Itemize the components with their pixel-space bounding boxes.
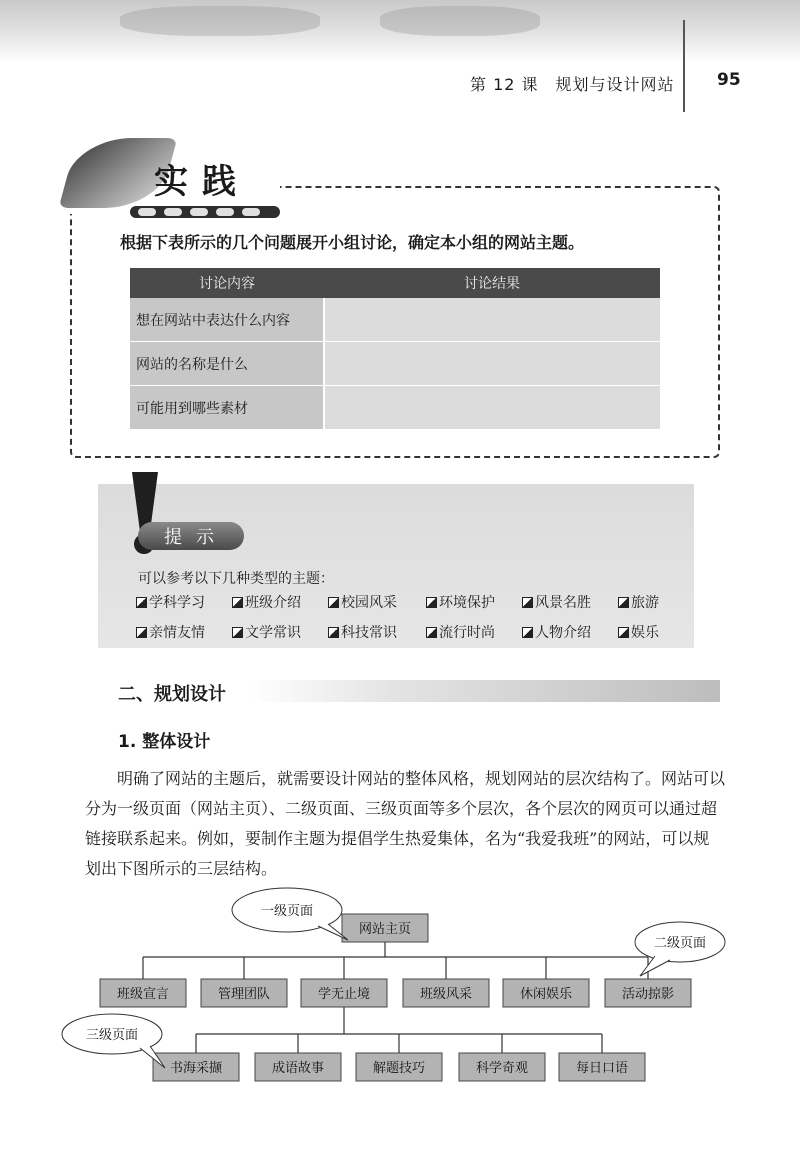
checkbox-icon bbox=[136, 627, 147, 638]
checkbox-icon bbox=[426, 597, 437, 608]
question-cell: 网站的名称是什么 bbox=[130, 342, 324, 386]
decor-streak bbox=[380, 6, 540, 36]
svg-text:书海采撷: 书海采撷 bbox=[169, 1061, 223, 1076]
result-cell bbox=[324, 386, 660, 430]
result-cell bbox=[324, 342, 660, 386]
tree-node-level2 bbox=[100, 979, 186, 1007]
svg-text:三级页面: 三级页面 bbox=[85, 1028, 139, 1043]
practice-title: 实践 bbox=[154, 162, 250, 202]
checkbox-icon bbox=[232, 597, 243, 608]
svg-text:成语故事: 成语故事 bbox=[271, 1061, 325, 1076]
section-heading: 二、规划设计 bbox=[118, 684, 226, 705]
tip-label: 提示 bbox=[138, 522, 244, 550]
table-row bbox=[130, 342, 660, 386]
subsection-heading: 1. 整体设计 bbox=[118, 732, 211, 752]
tree-node-level2 bbox=[201, 979, 287, 1007]
question-cell: 可能用到哪些素材 bbox=[130, 386, 324, 430]
site-structure-diagram bbox=[0, 880, 800, 1167]
heading-band bbox=[250, 680, 720, 702]
tree-node-level3 bbox=[356, 1053, 442, 1081]
svg-text:一级页面: 一级页面 bbox=[260, 904, 314, 919]
header-divider bbox=[683, 20, 685, 112]
tree-node-level2 bbox=[605, 979, 691, 1007]
checkbox-icon bbox=[328, 597, 339, 608]
top-decorative-band bbox=[0, 0, 800, 62]
callout-level3 bbox=[62, 1014, 165, 1068]
list-item: 人物介绍 bbox=[522, 622, 618, 642]
list-item: 风景名胜 bbox=[522, 592, 618, 612]
tip-intro: 可以参考以下几种类型的主题： bbox=[138, 571, 334, 587]
svg-text:休闲娱乐: 休闲娱乐 bbox=[519, 987, 573, 1002]
checkbox-icon bbox=[618, 627, 629, 638]
svg-text:二级页面: 二级页面 bbox=[653, 936, 707, 951]
table-header-row bbox=[130, 268, 660, 298]
svg-text:每日口语: 每日口语 bbox=[575, 1061, 629, 1076]
page-number: 95 bbox=[717, 70, 741, 90]
checkbox-icon bbox=[522, 627, 533, 638]
svg-text:网站主页: 网站主页 bbox=[358, 922, 412, 937]
svg-text:班级宣言: 班级宣言 bbox=[116, 987, 170, 1002]
checkbox-icon bbox=[522, 597, 533, 608]
callout-level2 bbox=[635, 922, 725, 976]
paragraph-text: 明确了网站的主题后，就需要设计网站的整体风格，规划网站的层次结构了。网站可以分为一级页面（网站主页）、二级页面、三级页面等多个层次，各个层次的网页可以通过超链接联系起来。例如，要制作主题为提倡学生热爱集体，名为“我爱我班”的网站，可以规划出下图所示的三层结构。 bbox=[85, 769, 726, 878]
checkbox-icon bbox=[618, 597, 629, 608]
table-row bbox=[130, 298, 660, 342]
checkbox-icon bbox=[136, 597, 147, 608]
callout-level1 bbox=[232, 888, 348, 940]
list-item: 亲情友情 bbox=[136, 622, 232, 642]
tree-node-level3 bbox=[153, 1053, 239, 1081]
practice-instruction: 根据下表所示的几个问题展开小组讨论，确定本小组的网站主题。 bbox=[120, 233, 585, 252]
list-item: 学科学习 bbox=[136, 592, 232, 612]
tip-topic-list bbox=[136, 592, 696, 642]
tree-node-root bbox=[342, 914, 428, 942]
list-item: 文学常识 bbox=[232, 622, 328, 642]
list-item: 流行时尚 bbox=[426, 622, 522, 642]
table-header: 讨论内容 bbox=[130, 268, 324, 298]
svg-text:活动掠影: 活动掠影 bbox=[621, 987, 675, 1002]
list-item: 科技常识 bbox=[328, 622, 426, 642]
tree-node-level2 bbox=[301, 979, 387, 1007]
lesson-title: 第 12 课 规划与设计网站 bbox=[470, 75, 675, 94]
list-item: 环境保护 bbox=[426, 592, 522, 612]
checkbox-icon bbox=[232, 627, 243, 638]
checkbox-icon bbox=[328, 627, 339, 638]
svg-text:班级风采: 班级风采 bbox=[419, 987, 473, 1002]
table-header: 讨论结果 bbox=[324, 268, 660, 298]
body-paragraph bbox=[85, 764, 725, 884]
svg-text:解题技巧: 解题技巧 bbox=[372, 1061, 426, 1076]
result-cell bbox=[324, 298, 660, 342]
list-item: 旅游 bbox=[618, 592, 688, 612]
tree-node-level3 bbox=[255, 1053, 341, 1081]
tree-node-level3 bbox=[559, 1053, 645, 1081]
checkbox-icon bbox=[426, 627, 437, 638]
svg-text:学无止境: 学无止境 bbox=[317, 987, 371, 1002]
banner-dots bbox=[130, 206, 280, 218]
svg-text:管理团队: 管理团队 bbox=[217, 987, 271, 1002]
list-item: 娱乐 bbox=[618, 622, 688, 642]
question-cell: 想在网站中表达什么内容 bbox=[130, 298, 324, 342]
discussion-table bbox=[130, 268, 660, 430]
svg-text:科学奇观: 科学奇观 bbox=[475, 1061, 529, 1076]
tree-node-level3 bbox=[459, 1053, 545, 1081]
list-item: 班级介绍 bbox=[232, 592, 328, 612]
decor-streak bbox=[120, 6, 320, 36]
tree-nodes bbox=[100, 914, 691, 1081]
tree-node-level2 bbox=[503, 979, 589, 1007]
table-row bbox=[130, 386, 660, 430]
list-item: 校园风采 bbox=[328, 592, 426, 612]
tree-node-level2 bbox=[403, 979, 489, 1007]
